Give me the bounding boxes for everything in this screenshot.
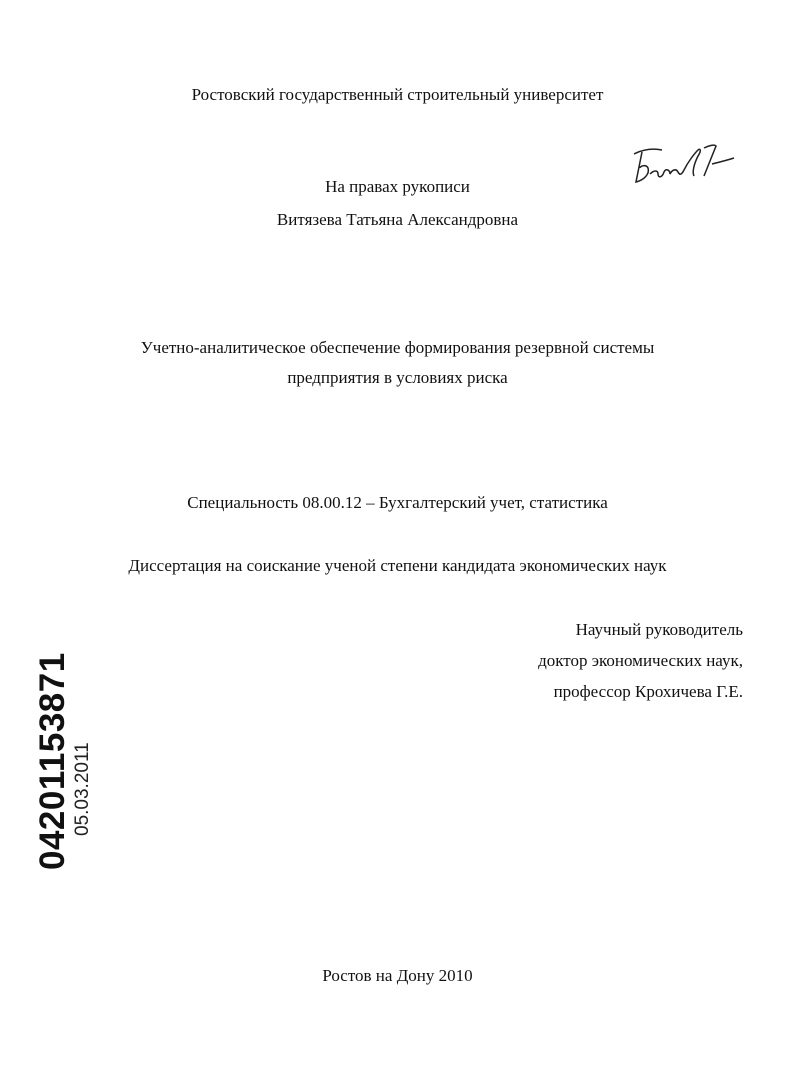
advisor-name: профессор Крохичева Г.Е. (553, 682, 743, 701)
author-name: Витязева Татьяна Александровна (276, 210, 519, 229)
place-and-year: Ростов на Дону 2010 (322, 966, 473, 985)
university-name: Ростовский государственный строительный университет (191, 85, 604, 104)
specialty: Специальность 08.00.12 – Бухгалтерский учет, статистика (187, 493, 608, 512)
manuscript-rights: На правах рукописи (325, 177, 470, 196)
library-stamp-number: 04201153871 (33, 652, 72, 870)
dissertation-degree: Диссертация на соискание ученой степени кандидата экономических наук (128, 556, 667, 575)
dissertation-title-line-2: предприятия в условиях риска (287, 368, 508, 387)
advisor-label: Научный руководитель (575, 620, 743, 639)
dissertation-title-line-1: Учетно-аналитическое обеспечение формирования резервной системы (140, 338, 655, 357)
library-stamp-date: 05.03.2011 (72, 742, 93, 836)
advisor-degree: доктор экономических наук, (538, 651, 743, 670)
